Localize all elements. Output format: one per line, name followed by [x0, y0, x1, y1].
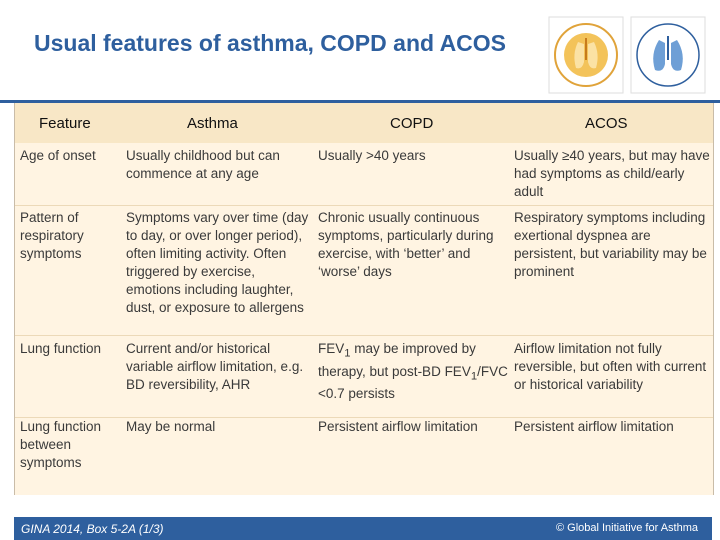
cell-copd: Persistent airflow limitation [318, 419, 478, 434]
subscript-one: 1 [344, 347, 351, 360]
cell-copd: Usually >40 years [318, 148, 426, 163]
cell-feature: Lung function [20, 341, 102, 356]
cell-asthma: May be normal [126, 419, 216, 434]
row-divider [15, 205, 713, 206]
cell-feature: Age of onset [20, 148, 96, 163]
gina-logo [630, 16, 706, 94]
header-acos: ACOS [585, 115, 628, 132]
header-copd: COPD [390, 115, 434, 132]
cell-feature: Lung function between symptoms [20, 419, 102, 470]
gold-logo [548, 16, 624, 94]
fev-text: FEV [444, 363, 471, 379]
cell-acos: Respiratory symptoms including exertional dyspnea are persistent, but variability may be prominent [514, 210, 707, 279]
header-asthma: Asthma [187, 115, 238, 132]
copd-text-part2: /FVC <0.7 persists [318, 363, 508, 402]
cell-asthma: Current and/or historical variable airflow limitation, e.g. BD reversibility, AHR [126, 341, 304, 392]
cell-acos: Persistent airflow limitation [514, 419, 674, 434]
subscript-one: 1 [470, 370, 478, 383]
row-divider [15, 335, 713, 336]
fev-text: FEV [318, 341, 345, 356]
copd-text-part1: may be improved by therapy, but post-BD [318, 341, 476, 379]
cell-copd [318, 340, 508, 403]
slide-title: Usual features of asthma, COPD and ACOS [34, 30, 507, 56]
comparison-table [14, 103, 714, 495]
cell-asthma: Usually childhood but can commence at any age [126, 148, 280, 181]
header-feature: Feature [39, 115, 91, 132]
cell-feature: Pattern of respiratory symptoms [20, 210, 84, 261]
cell-acos: Airflow limitation not fully reversible, but often with current or historical variability [514, 341, 707, 392]
cell-copd: Chronic usually continuous symptoms, particularly during exercise, with ‘better’ and ‘worse’ days [318, 210, 494, 279]
source-citation: GINA 2014, Box 5-2A (1/3) [21, 522, 164, 536]
table-header [15, 103, 713, 143]
footer-bar [14, 517, 712, 540]
cell-acos: Usually ≥40 years, but may have had symptoms as child/early adult [514, 148, 710, 199]
cell-asthma: Symptoms vary over time (day to day, or over longer period), often limiting activity. Often triggered by exercise, emotions including laughter, dust, or exposure to allergens [126, 210, 309, 315]
copyright-text: © Global Initiative for Asthma [555, 522, 698, 534]
